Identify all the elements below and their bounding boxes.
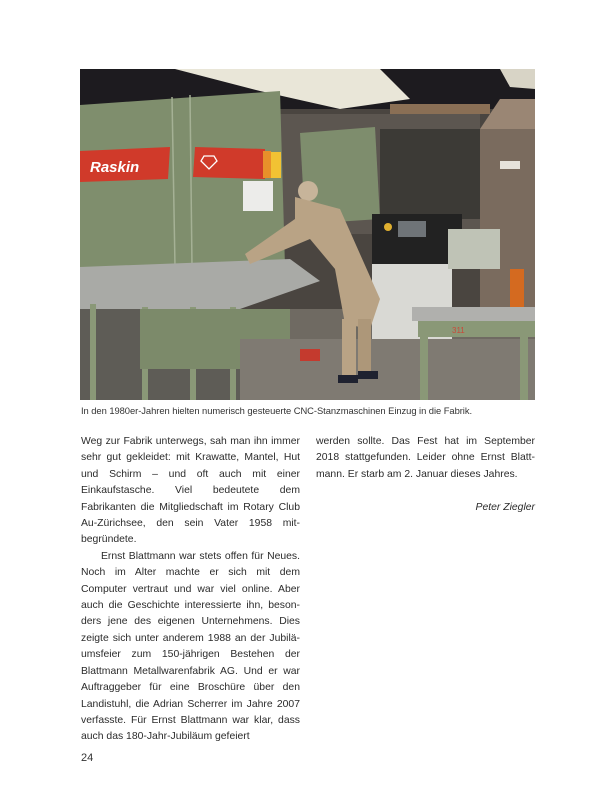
page-number: 24 xyxy=(81,752,94,764)
left-column xyxy=(81,434,300,746)
right-column xyxy=(316,434,535,517)
floor xyxy=(240,339,535,400)
author-signature: Peter Ziegler xyxy=(475,502,535,514)
paragraph: Ernst Blattmann war stets offen für Neues. Noch im Alter machte er sich mit dem Computer vertraut und war viel online. Aber auch die Geschichte interessierte ihn, beson-ders jene des eigenen Unternehmens. Dies zeigte sich unter anderem 1988 an der Jubilä-umsfeier zum 150-jährigen Bestehen der Blattmann Metallwarenfabrik AG. Und er war Auftraggeber für eine Broschüre über den Landistuhl, die Adrian Scherrer im Jahre 2007 verfasste. Für Ernst Blattmann war klar, dass auch das 180-Jahr-Jubiläum gefeiert xyxy=(81,550,300,743)
table-number: 311 xyxy=(452,326,465,335)
side-table xyxy=(412,307,535,321)
paragraph: werden sollte. Das Fest hat im September 2018 stattgefunden. Leider ohne Ernst Blatt-mann. Er starb am 2. Januar dieses Jahres. xyxy=(316,436,535,480)
factory-photo xyxy=(80,69,535,400)
foot-pedal xyxy=(300,349,320,361)
monitor-screen xyxy=(398,221,426,237)
cnc-machine-illustration xyxy=(80,69,535,400)
paragraph: Weg zur Fabrik unterwegs, sah man ihn immer sehr gut gekleidet: mit Krawatte, Mantel, Hut und Schirm – und oft auch mit einer Einkaufstasche. Viel bedeutete dem Fabrikanten die Mitgliedschaft im Rotary Club Au-Zürichsee, den sein Vater 1958 mit-begründete. xyxy=(81,436,300,546)
raskin-logo: Raskin xyxy=(90,159,140,176)
spray-bottle xyxy=(510,269,524,307)
paper-sheet xyxy=(243,181,273,211)
figure-caption: In den 1980er-Jahren hielten numerisch gesteuerte CNC-Stanzmaschinen Einzug in die Fabrik. xyxy=(81,405,473,416)
